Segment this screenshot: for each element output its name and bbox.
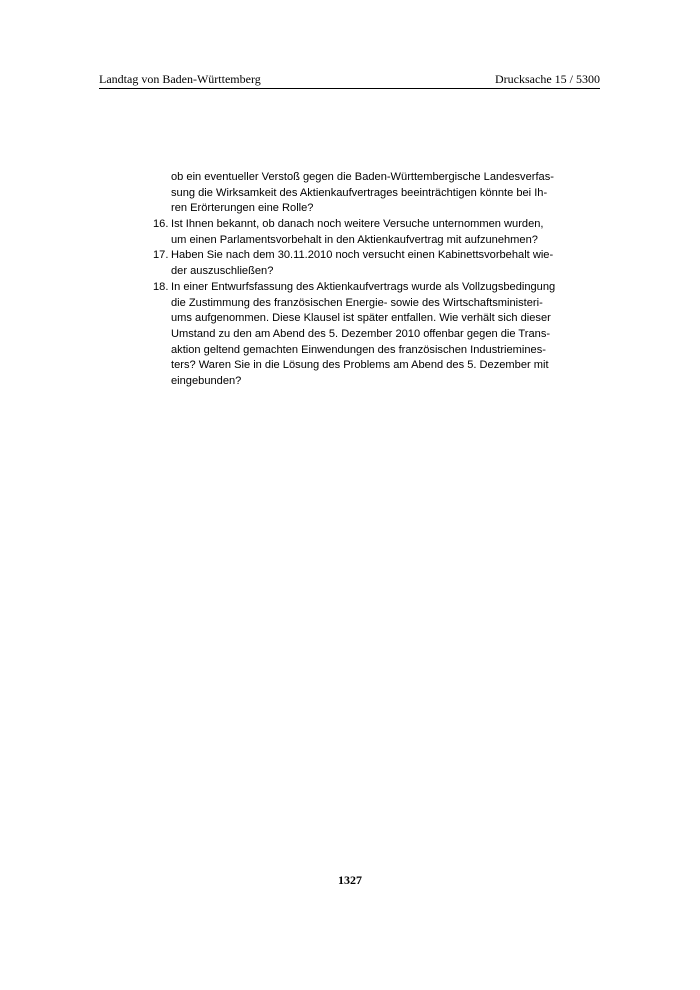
question-text-line: ters? Waren Sie in die Lösung des Problems am Abend des 5. Dezember mit <box>171 359 549 372</box>
question-item-18 <box>153 280 563 390</box>
question-text-line: aktion geltend gemachten Einwendungen des französischen Industriemines- <box>171 343 546 356</box>
question-text-line: Ist Ihnen bekannt, ob danach noch weitere Versuche unternommen wurden, <box>171 218 544 231</box>
question-text-line: Umstand zu den am Abend des 5. Dezember 2010 offenbar gegen die Trans- <box>171 327 551 340</box>
page-number: 1327 <box>338 873 362 887</box>
question-text-line: um einen Parlamentsvorbehalt in den Aktienkaufvertrag mit aufzunehmen? <box>171 233 538 246</box>
question-item-17 <box>153 248 563 279</box>
continuation-line: ren Erörterungen eine Rolle? <box>171 202 314 215</box>
question-text-line: In einer Entwurfsfassung des Aktienkaufvertrags wurde als Vollzugsbedingung <box>171 280 556 293</box>
question-text-line: der auszuschließen? <box>171 265 274 278</box>
question-item-16 <box>153 217 563 248</box>
question-text-line: ums aufgenommen. Diese Klausel ist später entfallen. Wie verhält sich dieser <box>171 312 551 325</box>
header-parliament-name: Landtag von Baden-Württemberg <box>99 72 261 86</box>
question-text-line: Haben Sie nach dem 30.11.2010 noch versucht einen Kabinettsvorbehalt wie- <box>171 249 554 262</box>
question-number: 18. <box>153 280 169 293</box>
question-text-line: eingebunden? <box>171 374 242 387</box>
header-document-number: Drucksache 15 / 5300 <box>495 72 600 86</box>
page-header <box>99 70 600 89</box>
continuation-line: sung die Wirksamkeit des Aktienkaufvertrages beeinträchtigen könnte bei Ih- <box>171 186 548 199</box>
continuation-line: ob ein eventueller Verstoß gegen die Baden-Württembergische Landesverfas- <box>171 171 554 183</box>
document-body <box>153 170 563 390</box>
question-text-line: die Zustimmung des französischen Energie- sowie des Wirtschaftsministeri- <box>171 296 543 309</box>
question-number: 16. <box>153 218 169 231</box>
question-number: 17. <box>153 249 169 262</box>
